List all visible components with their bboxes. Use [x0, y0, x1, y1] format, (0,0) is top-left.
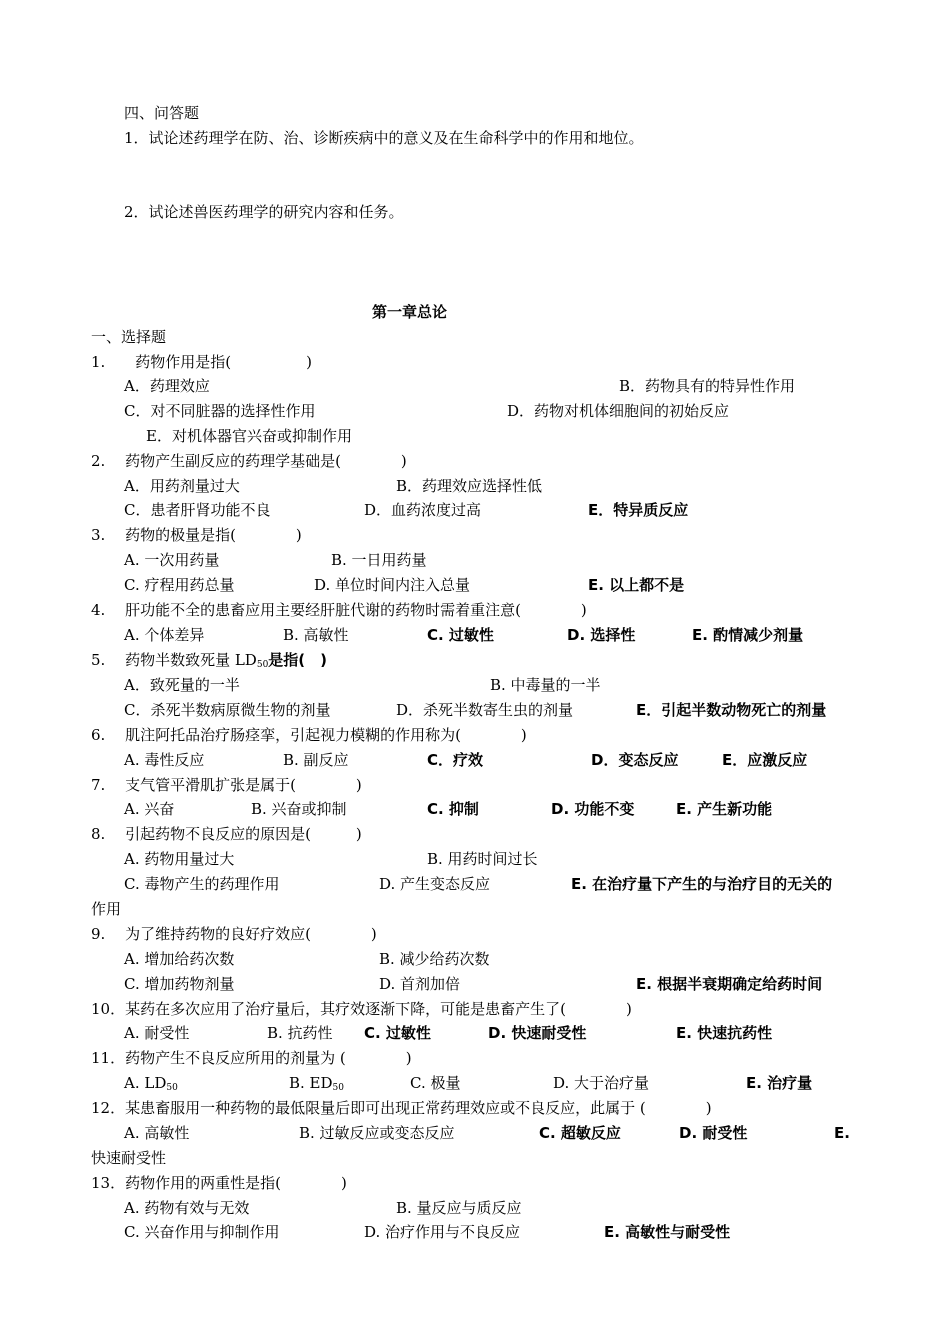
- section4-heading: 四、问答题: [124, 104, 200, 122]
- q12-option-d: D. 耐受性: [679, 1124, 748, 1142]
- q11-option-c: C. 极量: [410, 1074, 461, 1092]
- q9-option-c: C. 增加药物剂量: [124, 975, 235, 993]
- section1-heading: 一、选择题: [91, 328, 167, 346]
- q4-option-b: B. 高敏性: [283, 626, 349, 644]
- q7-option-a: A. 兴奋: [124, 800, 175, 818]
- question-13-stem: 13．药物作用的两重性是指( ): [91, 1174, 347, 1192]
- q10-option-c: C. 过敏性: [364, 1024, 431, 1042]
- q8-option-a: A. 药物用量过大: [124, 850, 235, 868]
- q3-option-d: D. 单位时间内注入总量: [314, 576, 471, 594]
- q10-option-a: A. 耐受性: [124, 1024, 190, 1042]
- q9-option-b: B. 减少给药次数: [379, 950, 490, 968]
- q2-option-d: D．血药浓度过高: [364, 501, 482, 519]
- q12-option-e-wrap: 快速耐受性: [91, 1149, 167, 1167]
- q3-option-b: B. 一日用药量: [331, 551, 427, 569]
- question-8-stem: 8. 引起药物不良反应的原因是( ): [91, 825, 362, 843]
- q2-option-e: E．特异质反应: [588, 501, 689, 519]
- q4-option-a: A. 个体差异: [124, 626, 205, 644]
- q13-option-a: A. 药物有效与无效: [124, 1199, 250, 1217]
- q5-option-a: A．致死量的一半: [124, 676, 240, 694]
- question-9-stem: 9. 为了维持药物的良好疗效应( ): [91, 925, 377, 943]
- q6-option-d: D．变态反应: [591, 751, 679, 769]
- q2-option-c: C．患者肝肾功能不良: [124, 501, 271, 519]
- q3-option-c: C. 疗程用药总量: [124, 576, 235, 594]
- q4-option-d: D. 选择性: [567, 626, 636, 644]
- question-11-stem: 11．药物产生不良反应所用的剂量为 ( ): [91, 1049, 412, 1067]
- question-10-stem: 10．某药在多次应用了治疗量后，其疗效逐渐下降，可能是患畜产生了( ): [91, 1000, 632, 1018]
- q5-option-c: C．杀死半数病原微生物的剂量: [124, 701, 331, 719]
- q9-option-a: A. 增加给药次数: [124, 950, 235, 968]
- q3-option-a: A. 一次用药量: [124, 551, 220, 569]
- question-3-stem: 3. 药物的极量是指( ): [91, 526, 302, 544]
- question-1-stem: 1. 药物作用是指( ): [91, 353, 313, 371]
- essay-question-1: 1．试论述药理学在防、治、诊断疾病中的意义及在生命科学中的作用和地位。: [124, 129, 644, 147]
- q8-option-b: B. 用药时间过长: [427, 850, 538, 868]
- q8-option-e: E. 在治疗量下产生的与治疗目的无关的: [571, 875, 833, 893]
- q1-option-c: C．对不同脏器的选择性作用: [124, 402, 316, 420]
- q5-option-b: B. 中毒量的一半: [490, 676, 601, 694]
- q11-option-a: A. $LD_{50}$: [124, 1074, 178, 1093]
- essay-question-2: 2．试论述兽医药理学的研究内容和任务。: [124, 203, 404, 221]
- q12-option-a: A. 高敏性: [124, 1124, 190, 1142]
- q10-option-b: B. 抗药性: [267, 1024, 333, 1042]
- q8-option-e-wrap: 作用: [91, 900, 122, 918]
- q2-option-b: B．药理效应选择性低: [396, 477, 543, 495]
- q6-option-a: A. 毒性反应: [124, 751, 205, 769]
- q10-option-d: D. 快速耐受性: [488, 1024, 587, 1042]
- q13-option-c: C. 兴奋作用与抑制作用: [124, 1223, 280, 1241]
- q7-option-b: B. 兴奋或抑制: [251, 800, 347, 818]
- q11-option-b: B. $ED_{50}$: [289, 1074, 344, 1093]
- q6-option-b: B. 副反应: [283, 751, 349, 769]
- chapter-title: 第一章总论: [372, 303, 448, 321]
- q1-option-d: D．药物对机体细胞间的初始反应: [507, 402, 730, 420]
- q13-option-d: D. 治疗作用与不良反应: [364, 1223, 521, 1241]
- q10-option-e: E. 快速抗药性: [676, 1024, 773, 1042]
- q7-option-e: E. 产生新功能: [676, 800, 773, 818]
- q11-option-e: E. 治疗量: [746, 1074, 813, 1092]
- question-2-stem: 2. 药物产生副反应的药理学基础是( ): [91, 452, 407, 470]
- q11-option-d: D. 大于治疗量: [553, 1074, 650, 1092]
- q2-option-a: A．用药剂量过大: [124, 477, 240, 495]
- question-7-stem: 7. 支气管平滑肌扩张是属于( ): [91, 776, 362, 794]
- question-5-stem: 5. 药物半数致死量 $LD_{50}$是指( ): [91, 651, 328, 670]
- q7-option-c: C. 抑制: [427, 800, 479, 818]
- q9-option-d: D. 首剂加倍: [379, 975, 461, 993]
- q13-option-b: B. 量反应与质反应: [396, 1199, 522, 1217]
- q1-option-a: A．药理效应: [124, 377, 210, 395]
- q8-option-d: D. 产生变态反应: [379, 875, 491, 893]
- q4-option-c: C. 过敏性: [427, 626, 494, 644]
- q6-option-c: C．疗效: [427, 751, 484, 769]
- q4-option-e: E. 酌情减少剂量: [692, 626, 804, 644]
- q5-option-d: D．杀死半数寄生虫的剂量: [396, 701, 574, 719]
- q6-option-e: E．应激反应: [722, 751, 808, 769]
- q9-option-e: E. 根据半衰期确定给药时间: [636, 975, 823, 993]
- question-6-stem: 6. 肌注阿托品治疗肠痉挛，引起视力模糊的作用称为( ): [91, 726, 527, 744]
- q12-option-e: E.: [834, 1124, 850, 1142]
- q1-option-e: E．对机体器官兴奋或抑制作用: [146, 427, 352, 445]
- question-12-stem: 12．某患畜服用一种药物的最低限量后即可出现正常药理效应或不良反应，此属于 ( ): [91, 1099, 712, 1117]
- q3-option-e: E. 以上都不是: [588, 576, 685, 594]
- q7-option-d: D. 功能不变: [551, 800, 635, 818]
- q12-option-b: B. 过敏反应或变态反应: [299, 1124, 455, 1142]
- q8-option-c: C. 毒物产生的药理作用: [124, 875, 280, 893]
- question-4-stem: 4. 肝功能不全的患畜应用主要经肝脏代谢的药物时需着重注意( ): [91, 601, 587, 619]
- q1-option-b: B．药物具有的特异性作用: [619, 377, 796, 395]
- q13-option-e: E. 高敏性与耐受性: [604, 1223, 731, 1241]
- q12-option-c: C. 超敏反应: [539, 1124, 621, 1142]
- q5-option-e: E．引起半数动物死亡的剂量: [636, 701, 827, 719]
